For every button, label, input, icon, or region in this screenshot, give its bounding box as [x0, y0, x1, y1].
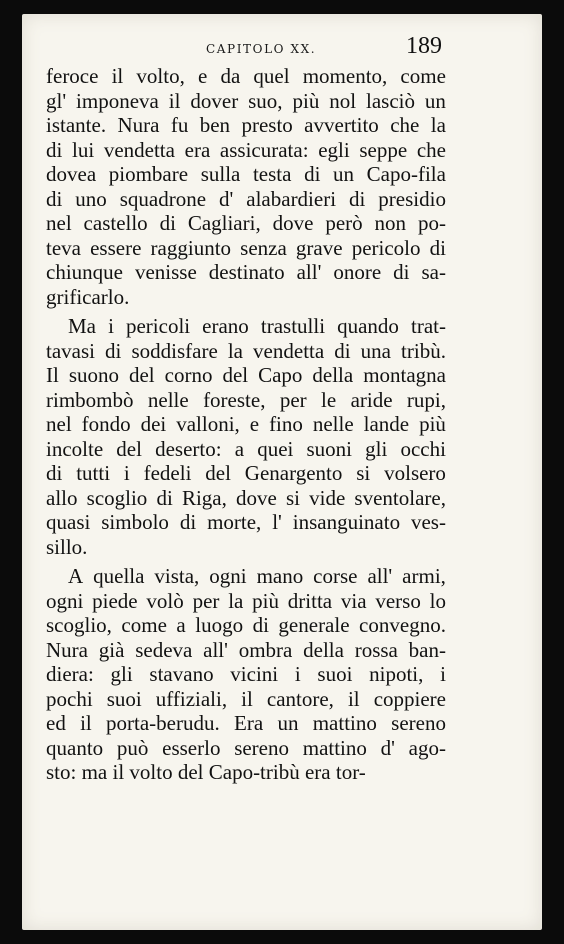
text-line: incolte del deserto: a quei suoni gli occhi: [46, 436, 446, 461]
text-line: nel castello di Cagliari, dove però non po-: [46, 211, 446, 235]
running-head: CAPITOLO XX.: [206, 42, 317, 56]
body-text: [46, 64, 446, 785]
text-line: tavasi di soddisfare la vendetta di una tribù.: [46, 338, 446, 363]
text-line: feroce il volto, e da quel momento, come: [46, 64, 446, 88]
paragraph: [46, 314, 446, 559]
text-line: ed il porta-berudu. Era un mattino sereno: [46, 711, 446, 735]
page-number: 189: [406, 33, 442, 59]
text-line: rimbombò nelle foreste, per le aride rupi,: [46, 387, 446, 412]
text-line: diera: gli stavano vicini i suoi nipoti, i: [46, 662, 446, 686]
text-line: sillo.: [46, 534, 88, 559]
text-line: quasi simbolo di morte, l' insanguinato ves-: [46, 510, 446, 534]
book-page: [22, 14, 542, 930]
text-line: di lui vendetta era assicurata: egli seppe che: [46, 137, 446, 162]
text-line: istante. Nura fu ben presto avvertito che la: [46, 113, 446, 137]
text-line: chiunque venisse destinato all' onore di sa-: [46, 260, 446, 284]
text-line: teva essere raggiunto senza grave pericolo di: [46, 235, 446, 260]
text-line: dovea piombare sulla testa di un Capo-fila: [46, 162, 446, 186]
text-line: grificarlo.: [46, 284, 130, 309]
text-line: A quella vista, ogni mano corse all' armi,: [68, 564, 446, 588]
paragraph: [46, 564, 446, 785]
text-line: nel fondo dei valloni, e fino nelle lande più: [46, 412, 446, 436]
text-line: di tutti i fedeli del Genargento si volsero: [46, 461, 446, 485]
text-line: Il suono del corno del Capo della montagna: [46, 363, 446, 387]
page-header: [22, 32, 542, 62]
text-line: scoglio, come a luogo di generale convegno.: [46, 613, 446, 637]
text-line: pochi suoi uffiziali, il cantore, il coppiere: [46, 686, 446, 711]
text-line: quanto può esserlo sereno mattino d' ago-: [46, 735, 446, 760]
text-line: gl' imponeva il dover suo, più nol lasciò un: [46, 88, 446, 113]
text-line: Nura già sedeva all' ombra della rossa ban-: [46, 637, 446, 662]
text-line: allo scoglio di Riga, dove si vide sventolare,: [46, 485, 446, 510]
text-line: ogni piede volò per la più dritta via verso lo: [46, 588, 446, 613]
text-line: sto: ma il volto del Capo-tribù era tor-: [46, 760, 366, 784]
text-line: di uno squadrone d' alabardieri di presidio: [46, 186, 446, 211]
text-line: Ma i pericoli erano trastulli quando trat-: [68, 314, 446, 338]
paragraph: [46, 64, 446, 309]
